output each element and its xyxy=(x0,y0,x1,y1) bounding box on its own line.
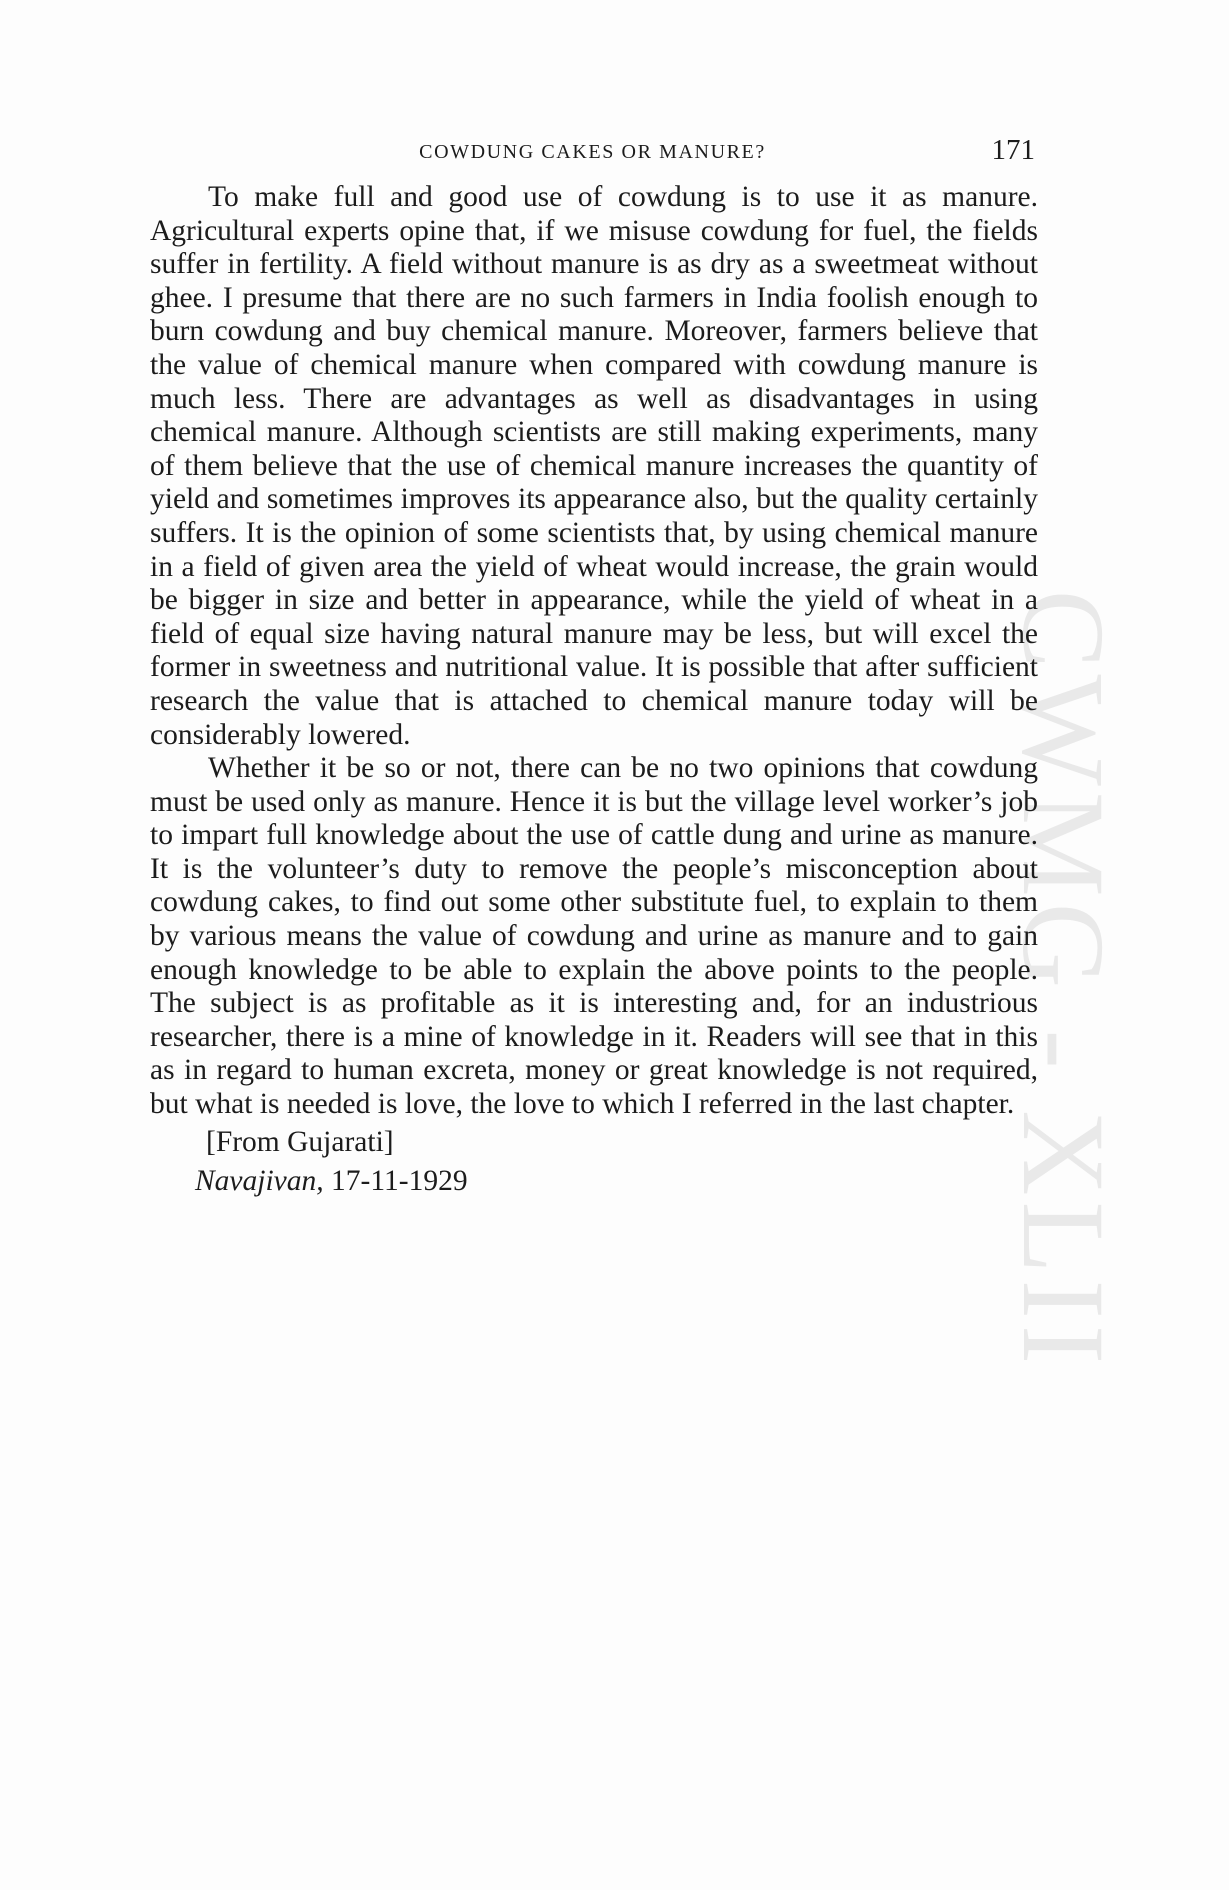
page-number: 171 xyxy=(991,134,1035,166)
watermark-text: CWMG - XLII xyxy=(998,589,1129,1371)
running-title: COWDUNG CAKES OR MANURE? xyxy=(419,141,766,163)
publication-name: Navajivan, xyxy=(195,1164,324,1197)
paragraph-1: To make full and good use of cowdung is to use it as manure. Agricultural experts opine that, if we misuse cowdung for fuel, the fields suffer in fertility. A field without manure is as dry as a sweetmeat without ghee. I presume that there are no such farmers in India foolish enough to burn cowdung and buy chemical manure. Moreover, farmers believe that the value of chemical manure when compared with cowdung manure is much less. There are advantages as well as disadvantages in using chemical manure. Although scientists are still making experiments, many of them believe that the use of chemical manure increases the quantity of yield and sometimes improves its appearance also, but the quality certainly suffers. It is the opinion of some scientists that, by using chemical manure in a field of given area the yield of wheat would increase, the grain would be bigger in size and better in appearance, while the yield of wheat in a field of equal size having natural manure may be less, but will excel the former in sweetness and nutritional value. It is possible that after sufficient research the value that is attached to chemical manure today will be considerably lowered. xyxy=(150,181,1038,751)
paragraph-2: Whether it be so or not, there can be no two opinions that cowdung must be used only as manure. Hence it is but the village level worker’s job to impart full knowledge about the use of cattle dung and urine as manure. It is the volunteer’s duty to remove the people’s misconception about cowdung cakes, to find out some other substitute fuel, to explain to them by various means the value of cowdung and urine as manure and to gain enough knowledge to be able to explain the above points to the people. The subject is as profitable as it is interesting and, for an industrious researcher, there is a mine of knowledge in it. Readers will see that in this as in regard to human excreta, money or great knowledge is not required, but what is needed is love, the love to which I referred in the last chapter. xyxy=(150,752,1038,1121)
publication-date: 17-11-1929 xyxy=(331,1164,468,1197)
source-note: [From Gujarati] xyxy=(206,1125,394,1158)
dateline xyxy=(150,1162,1038,1200)
running-header xyxy=(150,134,1035,170)
body-text xyxy=(150,181,1038,1200)
